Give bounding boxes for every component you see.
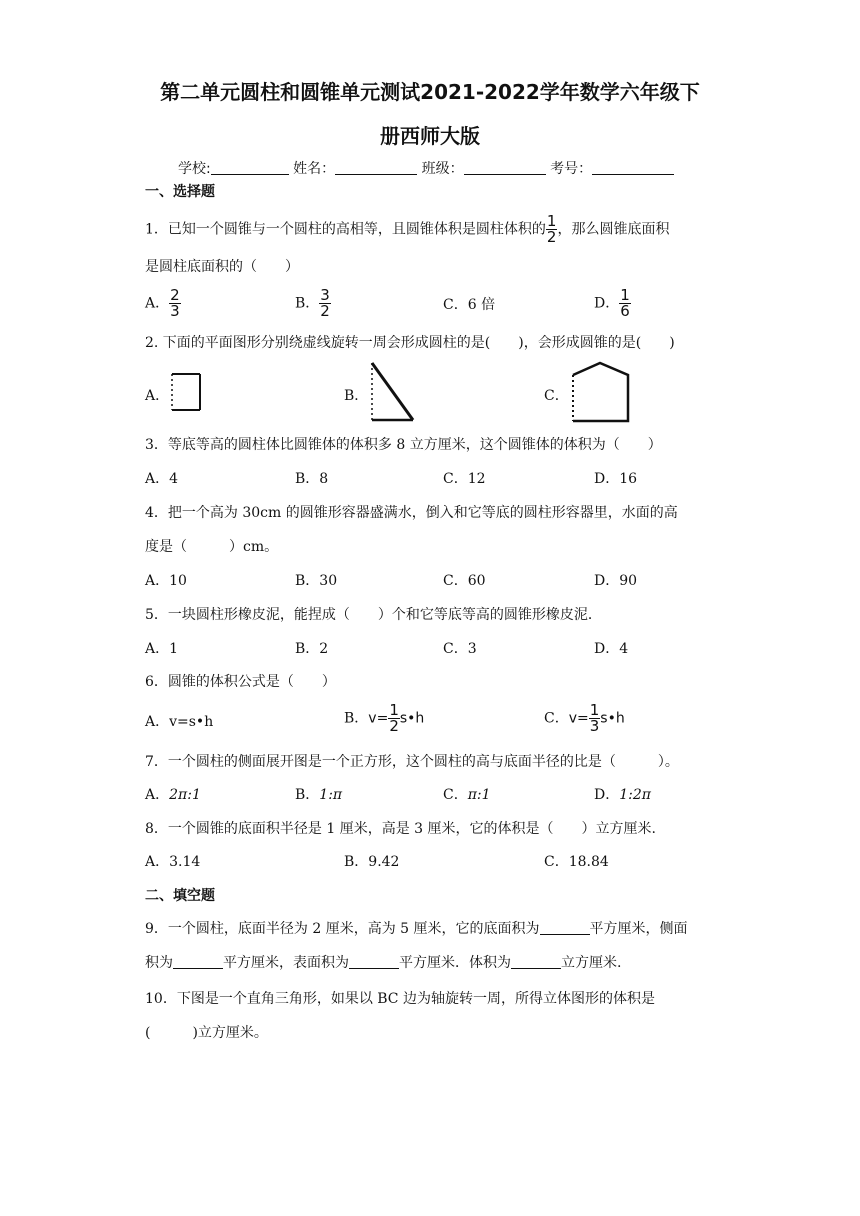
question-3-option-a[interactable]: A．4 (145, 471, 179, 487)
question-5-option-b[interactable]: B．2 (295, 641, 329, 657)
option-label: B． (295, 787, 320, 803)
school-label: 学校: (178, 161, 211, 177)
question-9-text-cont: 平方厘米，侧面 (589, 921, 688, 937)
question-9-text: 平方厘米．体积为 (399, 955, 511, 971)
page-title-line2: 册西师大版 (380, 124, 480, 148)
question-1-option-b[interactable] (295, 288, 331, 319)
formula-fraction (388, 703, 400, 734)
option-fraction (169, 288, 181, 319)
exam-number-blank[interactable] (592, 160, 674, 175)
question-4-option-a[interactable]: A．10 (145, 573, 187, 589)
question-4-option-d[interactable]: D．90 (594, 573, 638, 589)
option-value: 1:π (319, 787, 343, 803)
question-9-text: 9．一个圆柱，底面半径为 2 厘米，高为 5 厘米，它的底面积为 (145, 921, 540, 937)
name-blank[interactable] (335, 160, 417, 175)
question-6-option-a[interactable]: A．v=s•h (145, 714, 214, 730)
section-fill-heading: 二、填空题 (145, 888, 215, 904)
option-value: 1:2π (619, 787, 651, 803)
question-7-text: 7．一个圆柱的侧面展开图是一个正方形，这个圆柱的高与底面半径的比是（ ）。 (145, 754, 679, 770)
option-label: D． (594, 295, 620, 312)
question-2-text: 2. 下面的平面图形分别绕虚线旋转一周会形成圆柱的是( )，会形成圆锥的是( ) (145, 335, 675, 351)
fraction-denominator: 6 (620, 302, 630, 320)
name-label: 姓名： (293, 161, 336, 177)
class-label: 班级： (421, 161, 464, 177)
option-label: B． (344, 710, 369, 727)
option-label: B． (295, 295, 320, 312)
question-4-option-b[interactable]: B．30 (295, 573, 338, 589)
exam-number-label: 考号： (550, 161, 593, 177)
question-1-option-a[interactable] (145, 288, 181, 319)
question-5-option-d[interactable]: D．4 (594, 641, 629, 657)
rectangle-rotation-figure (168, 372, 204, 412)
formula-suffix: s•h (600, 710, 625, 727)
fraction-denominator: 3 (589, 717, 600, 735)
question-1-option-d[interactable] (594, 288, 631, 319)
question-8-option-c[interactable]: C．18.84 (544, 854, 609, 870)
option-fraction (619, 288, 631, 319)
question-1-line2: 是圆柱底面积的（ ） (145, 259, 299, 275)
volume-blank[interactable] (511, 954, 561, 969)
fraction-numerator: 3 (320, 286, 330, 304)
formula-suffix: s•h (399, 710, 425, 727)
class-blank[interactable] (464, 160, 546, 175)
pentagon-rotation-figure (568, 361, 634, 425)
question-5-option-a[interactable]: A．1 (145, 641, 179, 657)
formula-prefix: v= (568, 710, 589, 727)
question-7-option-d[interactable] (594, 784, 651, 804)
option-label: D． (594, 787, 620, 803)
question-7-option-a[interactable] (145, 784, 201, 804)
question-10-line1: 10．下图是一个直角三角形，如果以 BC 边为轴旋转一周，所得立体图形的体积是 (145, 991, 655, 1007)
question-8-text: 8．一个圆锥的底面积半径是 1 厘米，高是 3 厘米，它的体积是（ ）立方厘米. (145, 821, 656, 837)
question-9-text: 积为 (145, 955, 173, 971)
question-3-text: 3．等底等高的圆柱体比圆锥体的体积多 8 立方厘米，这个圆锥体的体积为（ ） (145, 437, 662, 453)
question-1-text-cont: ，那么圆锥底面积 (557, 221, 670, 238)
fraction-denominator: 2 (320, 302, 330, 320)
fraction-numerator: 1 (589, 701, 600, 719)
fraction-denominator: 2 (389, 717, 399, 735)
question-3-option-d[interactable]: D．16 (594, 471, 638, 487)
fraction-numerator: 2 (170, 286, 180, 304)
question-4-line1: 4．把一个高为 30cm 的圆锥形容器盛满水，倒入和它等底的圆柱形容器里，水面的高 (145, 505, 678, 521)
question-9-text: 立方厘米. (561, 955, 622, 971)
question-1-option-c[interactable]: C．6 倍 (443, 297, 496, 313)
question-9-text: 平方厘米，表面积为 (223, 955, 349, 971)
option-value: 2π:1 (169, 787, 201, 803)
option-value: π:1 (467, 787, 491, 803)
question-3-option-c[interactable]: C．12 (443, 471, 486, 487)
page-title-line1: 第二单元圆柱和圆锥单元测试2021-2022学年数学六年级下 (160, 80, 700, 104)
fraction-denominator: 2 (546, 228, 557, 246)
question-6-text: 6．圆锥的体积公式是（ ） (145, 674, 336, 690)
option-fraction (319, 288, 331, 319)
question-4-option-c[interactable]: C．60 (443, 573, 486, 589)
option-label: A． (145, 295, 170, 312)
question-7-option-b[interactable] (295, 784, 342, 804)
school-blank[interactable] (211, 160, 289, 175)
fraction-numerator: 1 (389, 701, 399, 719)
question-2-option-a-label[interactable]: A． (145, 388, 170, 404)
question-6-option-c[interactable] (544, 703, 625, 734)
formula-fraction (589, 703, 601, 734)
surface-area-blank[interactable] (349, 954, 399, 969)
option-label: A． (145, 787, 170, 803)
question-1-text: 1．已知一个圆锥与一个圆柱的高相等，且圆锥体积是圆柱体积的 (145, 221, 546, 238)
formula-prefix: v= (368, 710, 389, 727)
question-1-line1 (145, 214, 669, 245)
question-9-line1 (145, 918, 688, 938)
fraction-numerator: 1 (546, 212, 557, 230)
question-5-option-c[interactable]: C．3 (443, 641, 477, 657)
question-8-option-b[interactable]: B．9.42 (344, 854, 400, 870)
question-2-option-c-label[interactable]: C． (544, 388, 569, 404)
question-10-line2: ( )立方厘米。 (145, 1025, 268, 1041)
question-3-option-b[interactable]: B．8 (295, 471, 329, 487)
lateral-area-blank[interactable] (173, 954, 223, 969)
section-choice-heading: 一、选择题 (145, 184, 215, 200)
right-triangle-rotation-figure (368, 360, 418, 424)
base-area-blank[interactable] (540, 920, 590, 935)
question-4-line2: 度是（ ）cm。 (145, 539, 279, 555)
question-2-option-b-label[interactable]: B． (344, 388, 369, 404)
question-6-option-b[interactable] (344, 703, 424, 734)
option-label: C． (544, 710, 569, 727)
student-info-row (178, 158, 674, 178)
fraction-numerator: 1 (620, 286, 630, 304)
question-7-option-c[interactable] (443, 784, 491, 804)
fraction-denominator: 3 (170, 302, 180, 320)
option-label: C． (443, 787, 468, 803)
question-5-text: 5．一块圆柱形橡皮泥，能捏成（ ）个和它等底等高的圆锥形橡皮泥． (145, 607, 602, 623)
fraction-one-half (546, 214, 558, 245)
question-9-line2 (145, 952, 621, 972)
question-8-option-a[interactable]: A．3.14 (145, 854, 201, 870)
